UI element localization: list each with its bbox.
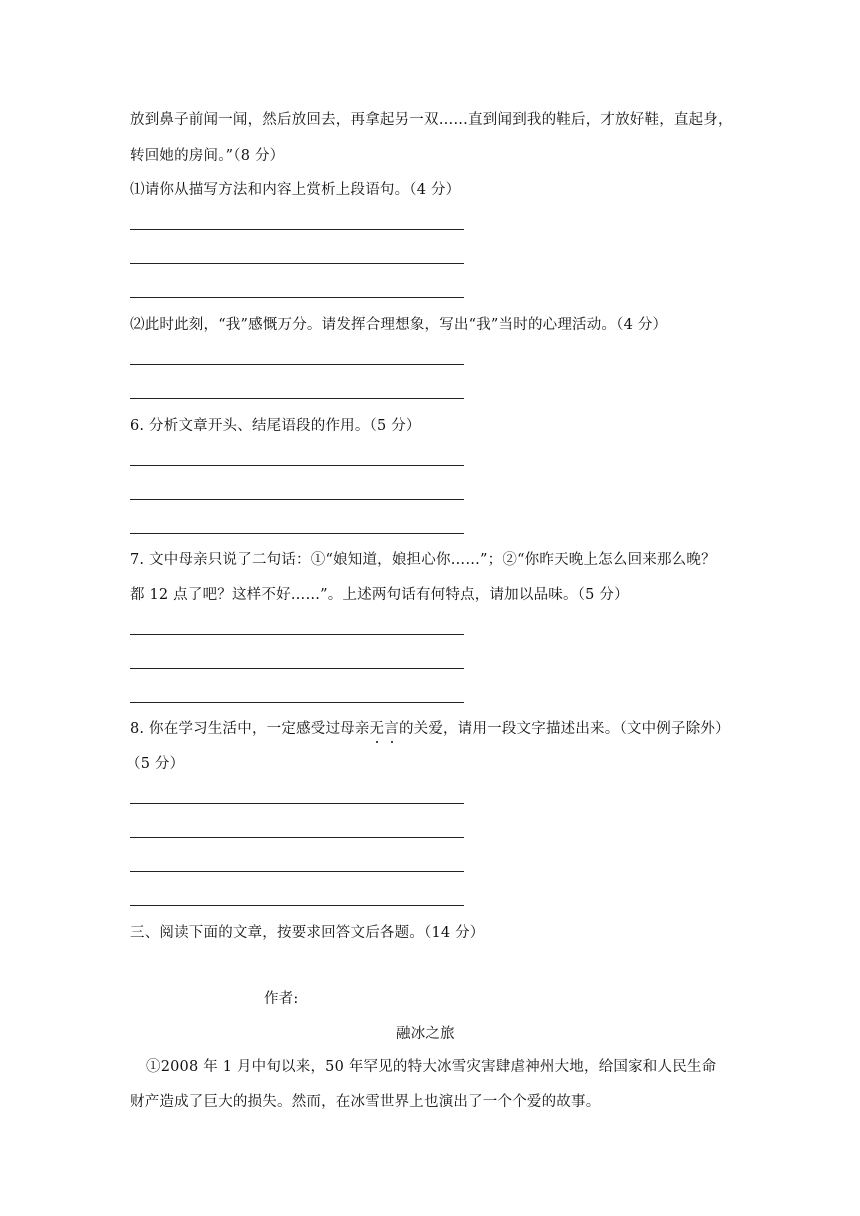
question-8-text-before: 8. 你在学习生活中，一定感受过母亲 bbox=[130, 721, 370, 737]
answer-line[interactable] bbox=[130, 837, 464, 838]
passage-end-line-1: 放到鼻子前闻一闻，然后放回去，再拿起另一双……直到闻到我的鞋后，才放好鞋，直起身， bbox=[130, 112, 733, 128]
article-paragraph-1-line-1: ①2008 年 1 月中旬以来，50 年罕见的特大冰雪灾害肆虐神州大地，给国家和人民生命 bbox=[146, 1059, 717, 1075]
question-8-line-2: （5 分） bbox=[126, 756, 185, 772]
article-paragraph-1-line-2: 财产造成了巨大的损失。然而，在冰雪世界上也演出了一个个爱的故事。 bbox=[130, 1094, 601, 1110]
answer-line[interactable] bbox=[130, 634, 464, 635]
answer-line[interactable] bbox=[130, 499, 464, 500]
question-5-1: ⑴请你从描写方法和内容上赏析上段语句。（4 分） bbox=[130, 182, 461, 198]
answer-line[interactable] bbox=[130, 533, 464, 534]
emphasis-char-1: 无 bbox=[369, 721, 385, 737]
question-8-line-1 bbox=[130, 719, 730, 739]
question-5-2: ⑵此时此刻，“我”感慨万分。请发挥合理想象，写出“我”当时的心理活动。（4 分） bbox=[130, 317, 668, 333]
section-3-heading: 三、阅读下面的文章，按要求回答文后各题。（14 分） bbox=[130, 925, 485, 941]
question-7-line-2: 都 12 点了吧？这样不好……”。上述两句话有何特点，请加以品味。（5 分） bbox=[130, 587, 629, 603]
emphasis-char-2: 言 bbox=[384, 721, 399, 737]
answer-line[interactable] bbox=[130, 668, 464, 669]
question-7-line-1: 7. 文中母亲只说了二句话：①“娘知道，娘担心你……”；②“你昨天晚上怎么回来那么晚？ bbox=[130, 552, 716, 568]
author-label: 作者: bbox=[264, 991, 299, 1007]
answer-line[interactable] bbox=[130, 465, 464, 466]
passage-end-line-2: 转回她的房间。”（8 分） bbox=[130, 148, 285, 164]
question-6: 6. 分析文章开头、结尾语段的作用。（5 分） bbox=[130, 418, 421, 434]
answer-line[interactable] bbox=[130, 702, 464, 703]
answer-line[interactable] bbox=[130, 803, 464, 804]
answer-line[interactable] bbox=[130, 263, 464, 264]
answer-line[interactable] bbox=[130, 364, 464, 365]
article-title: 融冰之旅 bbox=[396, 1026, 455, 1042]
answer-line[interactable] bbox=[130, 229, 464, 230]
question-8-text-after: 的关爱，请用一段文字描述出来。（文中例子除外） bbox=[398, 721, 730, 737]
answer-line[interactable] bbox=[130, 871, 464, 872]
answer-line[interactable] bbox=[130, 297, 464, 298]
answer-line[interactable] bbox=[130, 905, 464, 906]
answer-line[interactable] bbox=[130, 398, 464, 399]
